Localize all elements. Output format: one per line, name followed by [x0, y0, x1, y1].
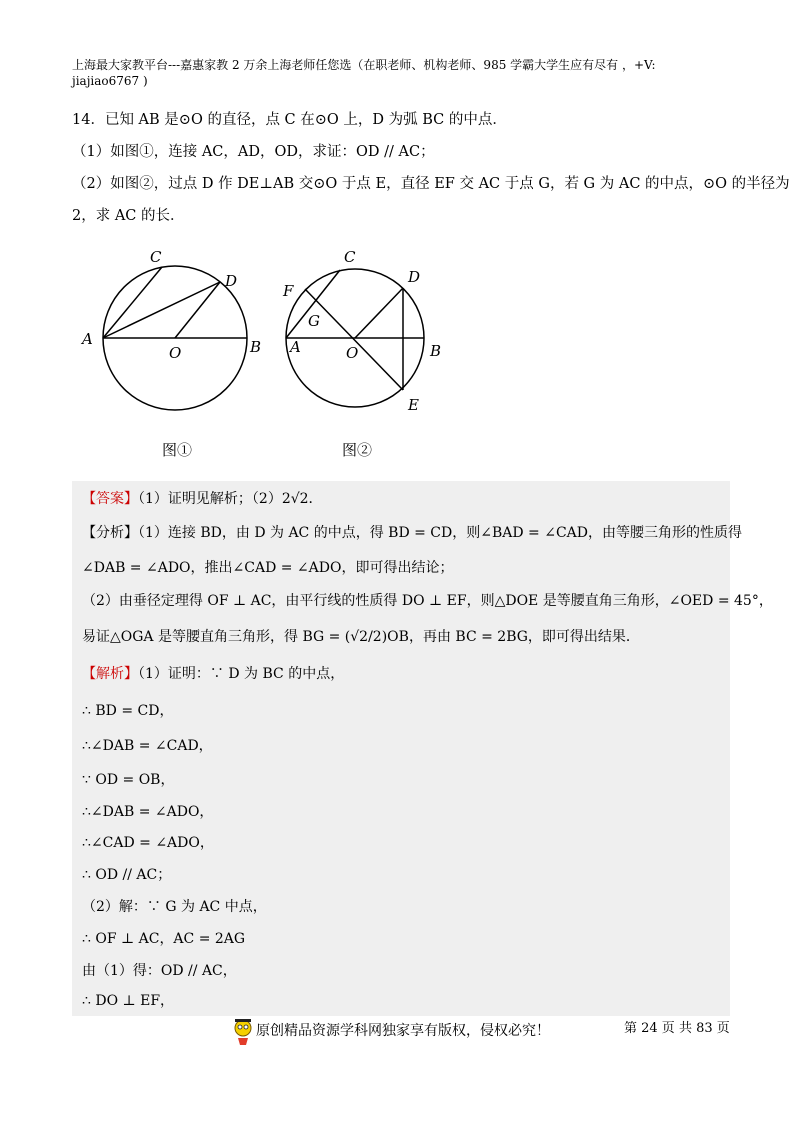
analysis-line-4: 易证△OGA 是等腰直角三角形，得 BG = (√2/2)OB，再由 BC = 2BG，即可得出结果． [82, 629, 640, 645]
detail-line-2: ∴∠DAB = ∠CAD， [82, 738, 213, 754]
detail-line-8: ∴ OF ⊥ AC，AC = 2AG [82, 931, 246, 947]
fig2-label-d: D [408, 268, 421, 286]
copyright-note: 原创精品资源学科网独家享有版权，侵权必究！ [256, 1023, 550, 1039]
fig1-caption: 图① [162, 441, 193, 459]
detail-line-9: 由（1）得：OD // AC， [82, 963, 237, 979]
figure-2 [286, 269, 424, 407]
fig1-label-o: O [169, 344, 182, 362]
detail-tag: 【解析】 [82, 666, 138, 682]
fig2-label-b: B [430, 342, 442, 360]
fig1-label-c: C [150, 248, 162, 266]
detail-line-4: ∴∠DAB = ∠ADO， [82, 804, 214, 820]
fig2-label-o: O [346, 344, 359, 362]
fig2-caption: 图② [342, 441, 373, 459]
fig1-segment-od [175, 282, 220, 338]
question-part-2a: （2）如图②，过点 D 作 DE⊥AB 交⊙O 于点 E，直径 EF 交 AC 于点 G，若 G 为 AC 的中点，⊙O 的半径为 [72, 176, 790, 192]
mascot-icon [232, 1016, 254, 1046]
fig2-segment-od [355, 288, 403, 338]
fig2-label-f: F [283, 282, 294, 300]
analysis-tag: 【分析】 [82, 525, 138, 541]
analysis-text-1: （1）连接 BD，由 D 为 AC 的中点，得 BD = CD，则∠BAD = ∠CAD，由等腰三角形的性质得 [138, 525, 743, 541]
header-line-1: 上海最大家教平台---嘉惠家教 2 万余上海老师任您选（在职老师、机构老师、985 学霸大学生应有尽有 ，+V: [72, 58, 656, 72]
question-stem: 14．已知 AB 是⊙O 的直径，点 C 在⊙O 上，D 为弧 BC 的中点． [72, 112, 507, 128]
fig1-label-b: B [250, 338, 262, 356]
fig2-label-a: A [290, 338, 301, 356]
detail-line-10: ∴ DO ⊥ EF， [82, 993, 175, 1009]
detail-text-0: （1）证明：∵ D 为 BC 的中点， [138, 666, 345, 682]
detail-line-5: ∴∠CAD = ∠ADO， [82, 835, 214, 851]
answer-line [82, 489, 323, 509]
analysis-line-1 [82, 523, 742, 543]
answer-tag: 【答案】 [82, 491, 138, 507]
detail-line-6: ∴ OD // AC； [82, 867, 172, 883]
fig1-label-d: D [225, 272, 238, 290]
detail-line-3: ∵ OD = OB， [82, 772, 175, 788]
detail-line-7: （2）解：∵ G 为 AC 中点， [82, 899, 267, 915]
geometry-figures [72, 240, 492, 470]
analysis-line-3: （2）由垂径定理得 OF ⊥ AC，由平行线的性质得 DO ⊥ EF，则△DOE 是等腰直角三角形，∠OED = 45°， [82, 593, 773, 609]
page-number: 第 24 页 共 83 页 [624, 1021, 730, 1036]
header-line-2: jiajiao6767 ) [72, 74, 148, 88]
fig2-label-g: G [308, 312, 320, 330]
fig1-label-a: A [82, 330, 93, 348]
analysis-line-2: ∠DAB = ∠ADO，推出∠CAD = ∠ADO，即可得出结论； [82, 560, 454, 576]
question-part-2b: 2，求 AC 的长． [72, 208, 185, 224]
question-part-1: （1）如图①，连接 AC，AD，OD，求证：OD // AC； [72, 144, 435, 160]
figures-svg [72, 240, 492, 470]
fig2-label-c: C [344, 248, 356, 266]
detail-line-1: ∴ BD = CD， [82, 703, 174, 719]
detail-line-0 [82, 664, 344, 684]
fig2-label-e: E [408, 396, 419, 414]
answer-text: （1）证明见解析；（2）2√2． [138, 491, 323, 507]
solution-panel [72, 481, 773, 1016]
page-header [72, 57, 732, 89]
